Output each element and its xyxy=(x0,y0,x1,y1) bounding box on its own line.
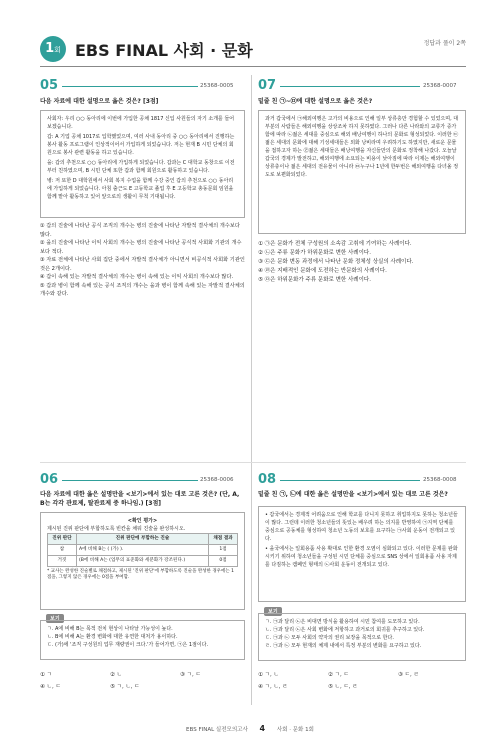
option-5[interactable]: ⑤ ㄴ, ㄷ, ㄹ xyxy=(328,684,358,690)
table-cell: 0점 xyxy=(209,556,238,567)
passage-line: 병: 저 또한 D 대학원에서 사회 복지 수업을 함께 수강 중인 갑의 추천으로 ○○ 동아리에 가입하게 되었습니다. 아침 출근도 E 고등학교 졸업 후 E 고등학교 총동문회 임원을 함께 맡아 활동하고 있어 앞으로의 생활이 무척 기대됩니다. xyxy=(47,178,234,200)
question-stem: 밑줄 친 ㉠~㉤에 대한 설명으로 옳은 것은? xyxy=(258,98,373,105)
row-divider xyxy=(40,462,466,463)
boggi-box xyxy=(258,613,466,661)
table-header: 채점 결과 xyxy=(209,534,238,545)
passage-line: • 을국에서는 일회용품 사용 확대로 인한 환경 오염이 심화되고 있다. 이러한 문제를 완화시키기 위하여 청소년들을 구성된 시민 단체를 중심으로 SNS 상에서 일회용품 사용 자제를 다짐하는 캠페인 형태의 ㉡사회 운동이 전개되고 있다. xyxy=(265,546,458,568)
option-2[interactable]: ② ㄱ, ㄷ xyxy=(328,672,349,678)
passage-line: 과거 갑국에서 ㉠해외여행은 고가의 비용으로 인해 일부 상류층만 경험할 수 있었으며, 대부분의 사람들은 해외여행을 상상조차 하지 못하였다. 그러나 다른 나라와의 교류가 증가함에 따라 ㉡젊은 세대를 중심으로 해외 배낭여행이 하나의 문화로 형성되었다. 이러한 ㉢젊은 세대의 문화에 대해 기성세대들은 외화 낭비라며 우려하기도 하였지만, 새로운 문물을 접하고자 하는 ㉣젊은 세대들은 배낭여행을 자신들만의 문화로 정착해 나갔다. 오늘날 갑국의 경제가 발전하고, 해외여행에 소요되는 비용이 낮아짐에 따라 이제는 해외여행이 상류층이나 젊은 세대의 전유물이 아니라 ㉤누구나 1년에 한두번은 해외여행을 다녀올 정도로 보편화되었다. xyxy=(265,116,459,178)
question-code: 25368-0007 xyxy=(423,83,457,89)
evaluation-box xyxy=(40,512,245,610)
evaluation-note: * 교사는 완성한 진술별로 채점하고, 제시된 '진위 판단'에 부합하도록 진술을 완성한 경우에는 1점을, 그렇지 않은 경우에는 0점을 부여함. xyxy=(47,569,235,580)
question-rule xyxy=(280,86,420,87)
question-stem: 다음 자료에 대한 설명으로 옳은 것은? [3점] xyxy=(40,98,159,105)
option-5[interactable]: ⑤ ㄱ, ㄴ, ㄷ xyxy=(110,684,140,690)
evaluation-table xyxy=(47,533,238,567)
table-cell: 참 xyxy=(48,545,77,556)
boggi-label: 보기 xyxy=(46,614,64,623)
answer-choices xyxy=(258,240,466,285)
boggi-item: ㄱ. A에 비해 B는 목적 전치 현상이 나타날 가능성이 높다. xyxy=(47,626,173,632)
question-number: 05 xyxy=(40,78,59,93)
question-number: 07 xyxy=(258,78,277,93)
option-4[interactable]: ④ ㄱ, ㄴ, ㄹ xyxy=(258,684,288,690)
boggi-item: ㄷ. (가)에 '조직 구성원의 업무 재량권이 크다.'가 들어가면, ㉠은 1점이다. xyxy=(47,642,209,648)
question-stem: 다음 자료에 대한 옳은 설명만을 <보기>에서 있는 대로 고른 것은? (단, A, B는 각각 관료제, 탈관료제 중 하나임.) [3점] xyxy=(40,491,240,507)
badge-suffix: 회 xyxy=(54,46,61,54)
badge-number: 1 xyxy=(45,41,55,56)
passage-box xyxy=(40,110,245,218)
table-header: 진위 판단 xyxy=(48,534,77,545)
option-1[interactable]: ① ㄱ xyxy=(40,672,52,678)
passage-line: 을: 갑의 추천으로 ○○ 동아리에 가입하게 되었습니다. 갑과는 C 대학교 동창으로 이전부터 친하였으며, B 시민 단체 또한 갑과 함께 회원으로 활동하고 있습니다. xyxy=(47,160,235,174)
page-number: 4 xyxy=(259,724,266,733)
question-code: 25368-0005 xyxy=(200,83,234,89)
answer-options xyxy=(258,682,466,690)
question-rule xyxy=(62,86,198,87)
boggi-item: ㄴ. B에 비해 A는 환경 변화에 대한 유연한 대처가 용이하다. xyxy=(47,634,178,640)
answer-options xyxy=(40,682,245,690)
boggi-item: ㄷ. ㉠과 ㉡ 모두 사회의 약자의 권리 보장을 목적으로 한다. xyxy=(265,635,394,641)
question-code: 25368-0006 xyxy=(200,477,234,483)
option-3[interactable]: ③ ㄷ, ㄹ xyxy=(398,672,419,678)
passage-box xyxy=(258,110,466,234)
choice-2[interactable]: ② ㉡은 주류 문화가 하위문화로 변한 사례이다. xyxy=(258,250,371,256)
table-cell: 거짓 xyxy=(48,556,77,567)
question-number: 06 xyxy=(40,472,59,487)
choice-5[interactable]: ⑤ 갑과 병이 함께 속해 있는 공식 조직의 개수는 을과 병이 함께 속해 있는 자발적 결사체의 개수와 같다. xyxy=(40,282,245,297)
boggi-label: 보기 xyxy=(264,607,282,616)
choice-3[interactable]: ③ ㉢은 문화 변동 과정에서 나타난 문화 정체성 상실의 사례이다. xyxy=(258,259,414,265)
evaluation-title: <확인 평가> xyxy=(127,518,158,524)
table-header: 진위 판단에 부합하는 진술 xyxy=(76,534,208,545)
question-number: 08 xyxy=(258,472,277,487)
page-title: EBS FINAL 사회 · 문화 xyxy=(75,41,253,60)
column-divider xyxy=(251,75,252,705)
option-3[interactable]: ③ ㄱ, ㄷ xyxy=(180,672,201,678)
page-header xyxy=(0,0,500,70)
table-cell: A에 비해 B는 ( (가) ). xyxy=(76,545,208,556)
question-stem: 밑줄 친 ㉠, ㉡에 대한 옳은 설명만을 <보기>에서 있는 대로 고른 것은? xyxy=(258,491,448,498)
passage-line: • 갑국에서는 경제적 어려움으로 인해 학교를 다니지 못하고 취업하지도 못하는 청소년들이 많다. 그런데 이러한 청소년들의 뜻있는 배우려 하는 의지를 반영하여 ㉠지역 단체를 중심으로 공동체를 형성하여 청소년 노동의 보호를 요구하는 ㉠사회 운동이 전개되고 있다. xyxy=(265,512,458,542)
option-1[interactable]: ① ㄱ, ㄴ xyxy=(258,672,279,678)
option-2[interactable]: ② ㄴ xyxy=(110,672,122,678)
footer-left: EBS FINAL 실전모의고사 xyxy=(186,727,248,733)
question-code: 25368-0008 xyxy=(423,477,457,483)
passage-line: 사회자: 우리 ○○ 동아리에 이번에 가입한 공채 1817 신입 사원들의 자기 소개를 들어보겠습니다. xyxy=(47,116,235,130)
choice-3[interactable]: ③ 자료 전체에 나타난 사회 집단 중에서 자발적 결사체가 아니면서 비공식적 사회화 기관인 것은 2개이다. xyxy=(40,257,245,272)
choice-1[interactable]: ① 갑의 진술에 나타난 공식 조직의 개수는 병의 진술에 나타난 자발적 결사체의 개수보다 많다. xyxy=(40,223,240,238)
question-rule xyxy=(62,480,198,481)
page-footer xyxy=(0,724,500,733)
exam-number-badge xyxy=(40,36,66,62)
choice-2[interactable]: ② 을의 진술에 나타난 이익 사회의 개수는 병의 진술에 나타난 공식적 사회화 기관의 개수보다 적다. xyxy=(40,240,242,255)
header-rule xyxy=(40,66,466,67)
table-row xyxy=(48,545,238,556)
table-cell: 1점 xyxy=(209,545,238,556)
answer-choices xyxy=(40,222,245,299)
evaluation-intro: 제시된 진위 판단에 부합하도록 빈칸을 채워 진술을 완성하시오. xyxy=(47,526,186,532)
table-row xyxy=(48,556,238,567)
answer-options xyxy=(40,670,245,678)
boggi-box xyxy=(40,620,245,660)
boggi-item: ㄴ. ㉠과 달리 ㉡은 사회 변화에 저항하고 과거로의 회귀를 추구하고 있다. xyxy=(265,627,425,633)
answer-key-reference: 정답과 풀이 2쪽 xyxy=(423,40,466,47)
passage-box xyxy=(258,506,466,602)
passage-line: 갑: A 기업 공채 1017로 입학했었으며, 여러 사내 동아리 중 ○○ 동아리에서 진행하는 봉사 활동 프로그램이 인상적이어서 가입하게 되었습니다. 저는 현재 B 시민 단체의 회원으로 봉사 관련 활동을 하고 있습니다. xyxy=(47,134,235,156)
choice-4[interactable]: ④ ㉣은 지배적인 문화에 도전하는 반문화의 사례이다. xyxy=(258,268,387,274)
boggi-item: ㄱ. ㉠과 달리 ㉡은 비대면 방식을 활용하여 시민 참여를 도모하고 있다. xyxy=(265,619,420,625)
question-rule xyxy=(280,480,420,481)
choice-4[interactable]: ④ 갑이 속해 있는 자발적 결사체의 개수는 병이 속해 있는 이익 사회의 개수보다 많다. xyxy=(40,274,234,280)
option-4[interactable]: ④ ㄴ, ㄷ xyxy=(40,684,61,690)
footer-right: 사회 · 문화 1회 xyxy=(276,727,314,733)
table-cell: (B에 비해 A는 (업무의 표준화와 세분화가 강조된다.) xyxy=(76,556,208,567)
choice-5[interactable]: ⑤ ㉤은 하위문화가 주류 문화로 변한 사례이다. xyxy=(258,277,371,283)
answer-options xyxy=(258,670,466,678)
boggi-item: ㄹ. ㉠과 ㉡ 모두 현재의 체제 내에서 특정 부분의 변화를 요구하고 있다. xyxy=(265,643,422,649)
choice-1[interactable]: ① ㉠은 문화가 전체 구성원의 소속감 고취에 기여하는 사례이다. xyxy=(258,241,412,247)
